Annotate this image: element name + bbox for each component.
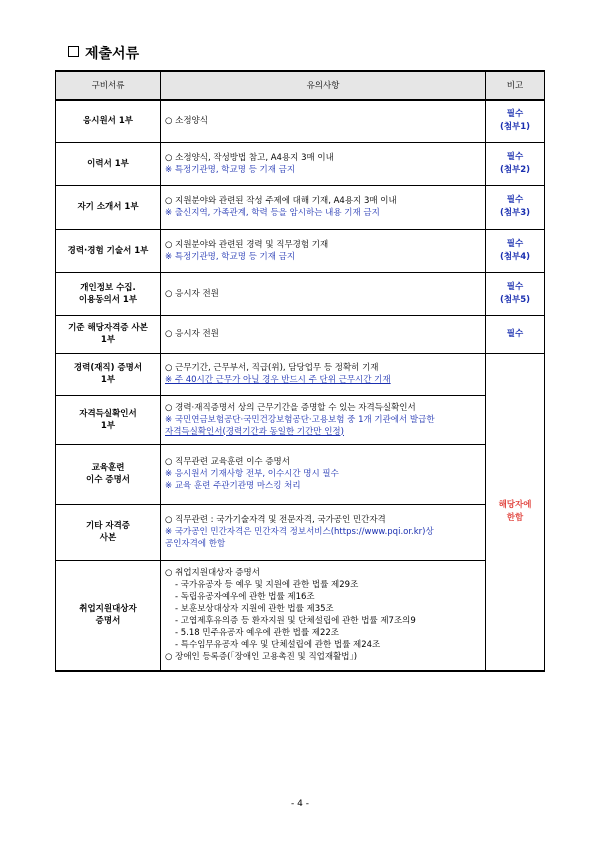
notes-cell [161, 100, 486, 142]
note-line: - 보훈보상대상자 지원에 관한 법률 제35조 [175, 604, 334, 615]
remark-cell: 필수 (첨부2) [486, 142, 545, 185]
header-remark: 비고 [486, 71, 545, 100]
note-line: ○ 장애인 등록증(「장애인 고용촉진 및 직업재활법」) [165, 652, 358, 663]
notes-cell [161, 185, 486, 229]
note-line: ※ 출신지역, 가족관계, 학력 등을 암시하는 내용 기재 금지 [165, 208, 380, 218]
note-line: ○ 직무관련 교육훈련 이수 증명서 [165, 457, 290, 467]
table-row [56, 395, 545, 444]
notes-cell [161, 272, 486, 315]
table-row [56, 560, 545, 671]
note-line: ○ 근무기간, 근무부서, 직급(위), 담당업무 등 정확히 기재 [165, 363, 379, 373]
note-line: ※ 국가공인 민간자격은 민간자격 정보서비스(https://www.pqi.or.kr)상 [165, 527, 434, 537]
remark-cell: 필수 [486, 315, 545, 353]
doc-name-cell: 자격득실확인서 1부 [56, 395, 161, 444]
note-line: ○ 취업지원대상자 증명서 [165, 568, 260, 579]
note-line: ※ 국민연금보험공단·국민건강보험공단·고용보험 중 1개 기관에서 발급한 [165, 414, 435, 425]
note-line: ○ 지원분야와 관련된 작성 주제에 대해 기재, A4용지 3매 이내 [165, 196, 397, 206]
notes-cell [161, 353, 486, 395]
note-line: ○ 소정양식 [165, 116, 208, 127]
table-row [56, 315, 545, 353]
doc-name-cell: 기타 자격증 사본 [56, 504, 161, 560]
notes-cell [161, 229, 486, 272]
note-line: ○ 소정양식, 작성방법 참고, A4용지 3매 이내 [165, 152, 334, 163]
remark-cell: 필수 (첨부3) [486, 185, 545, 229]
note-line: ○ 직무관련 : 국가기술자격 및 전문자격, 국가공인 민간자격 [165, 515, 386, 525]
remark-cell: 필수 (첨부5) [486, 272, 545, 315]
header-doc: 구비서류 [56, 71, 161, 100]
note-line: ○ 경력·재직증명서 상의 근무기간을 증명할 수 있는 자격득실확인서 [165, 402, 416, 413]
doc-name-cell: 응시원서 1부 [56, 100, 161, 142]
doc-name-cell: 자기 소개서 1부 [56, 185, 161, 229]
doc-name-cell: 취업지원대상자 증명서 [56, 560, 161, 671]
notes-cell [161, 504, 486, 560]
notes-cell [161, 142, 486, 185]
header-notes: 유의사항 [161, 71, 486, 100]
table-row [56, 185, 545, 229]
table-header-row [56, 71, 545, 100]
note-line: ※ 응시원서 기재사항 전부, 이수시간 명시 필수 [165, 469, 339, 479]
note-line: - 국가유공자 등 예우 및 지원에 관한 법률 제29조 [175, 580, 359, 591]
merged-remark-cell: 해당자에 한함 [486, 353, 545, 671]
notes-cell [161, 395, 486, 444]
checkbox-square-icon [68, 46, 79, 57]
note-line: ※ 교육 훈련 주관기관명 마스킹 처리 [165, 481, 301, 491]
note-line: ○ 응시자 전원 [165, 288, 219, 299]
note-line: - 고엽제후유의증 등 환자지원 및 단체설립에 관한 법률 제7조의9 [175, 616, 416, 627]
table-row [56, 100, 545, 142]
note-line: ※ 주 40시간 근무가 아닐 경우 반드시 주 단위 근무시간 기재 [165, 375, 391, 385]
note-line: 공인자격에 한함 [165, 539, 226, 549]
doc-name-cell: 개인정보 수집. 이용동의서 1부 [56, 272, 161, 315]
note-line: ○ 지원분야와 관련된 경력 및 직무경험 기재 [165, 239, 329, 250]
doc-name-cell: 기준 해당자격증 사본 1부 [56, 315, 161, 353]
documents-table [55, 70, 545, 672]
doc-name-cell: 경력·경험 기술서 1부 [56, 229, 161, 272]
page-number: - 4 - [291, 799, 309, 809]
remark-cell: 필수 (첨부1) [486, 100, 545, 142]
table-row [56, 353, 545, 395]
note-line: 자격득실확인서(경력기간과 동일한 기간만 인정) [165, 426, 344, 437]
note-line: ※ 특정기관명, 학교명 등 기재 금지 [165, 164, 296, 175]
note-line: - 특수임무유공자 예우 및 단체설립에 관한 법률 제24조 [175, 640, 381, 651]
table-row [56, 504, 545, 560]
notes-cell [161, 444, 486, 504]
notes-cell [161, 560, 486, 671]
note-line: - 5.18 민주유공자 예우에 관한 법률 제22조 [175, 628, 339, 639]
note-line: ○ 응시자 전원 [165, 329, 219, 339]
doc-name-cell: 교육훈련 이수 증명서 [56, 444, 161, 504]
note-line: - 독립유공자예우에 관한 법률 제16조 [175, 592, 315, 603]
section-title: 제출서류 [68, 43, 139, 63]
note-line: ※ 특정기관명, 학교명 등 기재 금지 [165, 251, 296, 262]
doc-name-cell: 이력서 1부 [56, 142, 161, 185]
table-row [56, 229, 545, 272]
remark-cell: 필수 (첨부4) [486, 229, 545, 272]
table-row [56, 142, 545, 185]
doc-name-cell: 경력(재직) 증명서 1부 [56, 353, 161, 395]
notes-cell [161, 315, 486, 353]
table-row [56, 272, 545, 315]
table-row [56, 444, 545, 504]
